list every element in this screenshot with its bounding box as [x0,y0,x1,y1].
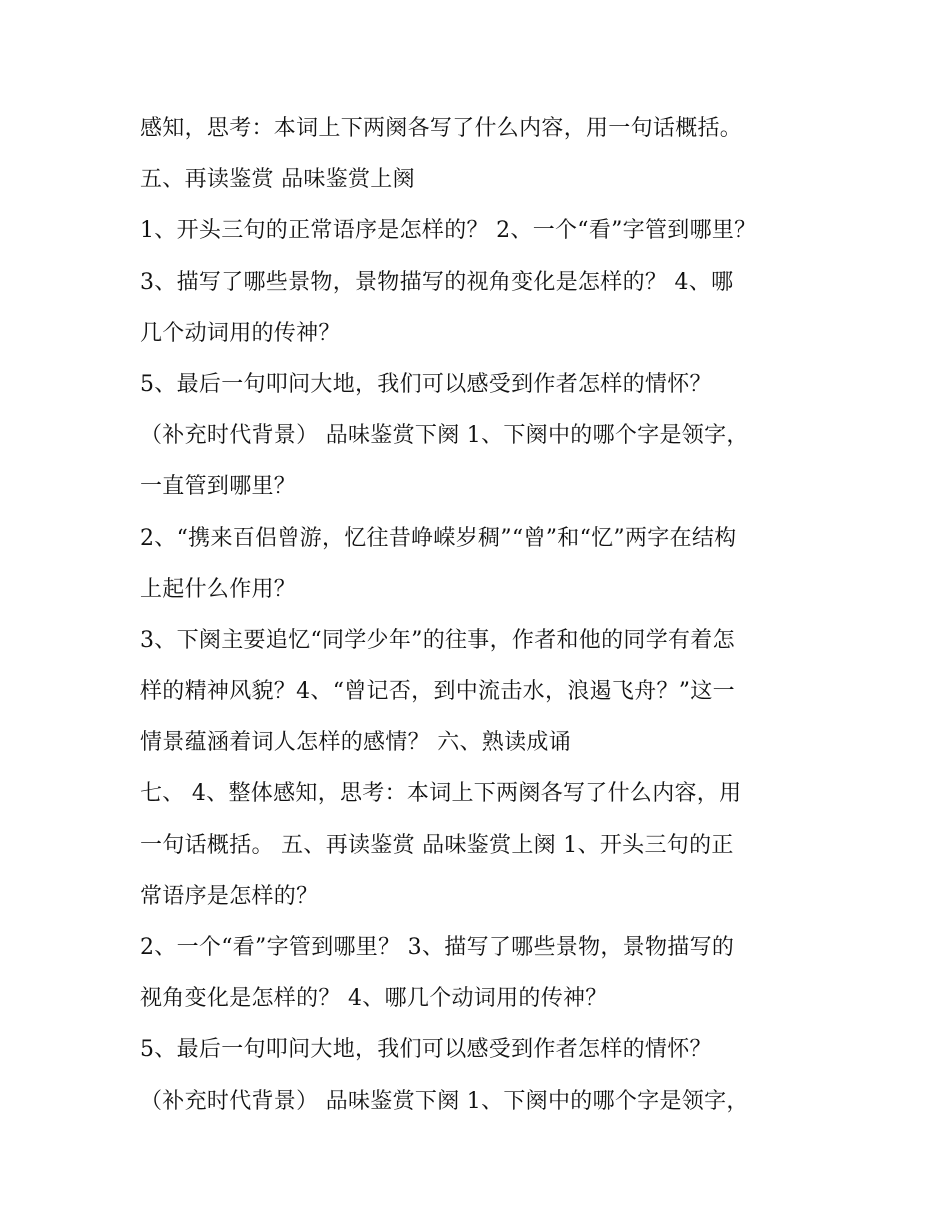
text-line: 视角变化是怎样的？ 4、哪几个动词用的传神？ [140,986,608,1012]
text-line: 一句话概括。 五、再读鉴赏 品味鉴赏上阕 1、开头三句的正 [140,832,734,858]
text-line: 3、下阕主要追忆“同学少年”的往事，作者和他的同学有着怎 [140,627,735,653]
text-line: 七、 4、整体感知，思考：本词上下两阕各写了什么内容，用 [140,781,742,807]
text-line: 5、最后一句叩问大地，我们可以感受到作者怎样的情怀？ [140,371,712,397]
text-line: 2、“携来百侣曾游，忆往昔峥嵘岁稠”“曾”和“忆”两字在结构 [140,525,737,551]
text-line: （补充时代背景） 品味鉴赏下阕 1、下阕中的哪个字是领字， [140,423,749,449]
text-line: 1、开头三句的正常语序是怎样的？ 2、一个“看”字管到哪里？ [140,218,757,244]
text-line: 一直管到哪里？ [140,474,297,500]
text-line: （补充时代背景） 品味鉴赏下阕 1、下阕中的哪个字是领字， [140,1088,749,1114]
section-heading: 五、再读鉴赏 品味鉴赏上阕 [140,167,415,193]
text-line: 样的精神风貌？4、“曾记否，到中流击水，浪遏飞舟？”这一 [140,679,735,705]
text-line: 情景蕴涵着词人怎样的感情？ 六、熟读成诵 [140,730,571,756]
text-line: 感知，思考：本词上下两阕各写了什么内容，用一句话概括。 [140,116,743,141]
text-line: 上起什么作用？ [140,576,297,602]
document-body [140,103,820,1127]
text-line: 2、一个“看”字管到哪里？ 3、描写了哪些景物，景物描写的 [140,935,735,960]
text-line: 几个动词用的传神？ [140,320,341,346]
text-line: 常语序是怎样的？ [140,883,319,909]
text-line: 3、描写了哪些景物，景物描写的视角变化是怎样的？ 4、哪 [140,269,734,295]
text-line: 5、最后一句叩问大地，我们可以感受到作者怎样的情怀？ [140,1037,712,1063]
